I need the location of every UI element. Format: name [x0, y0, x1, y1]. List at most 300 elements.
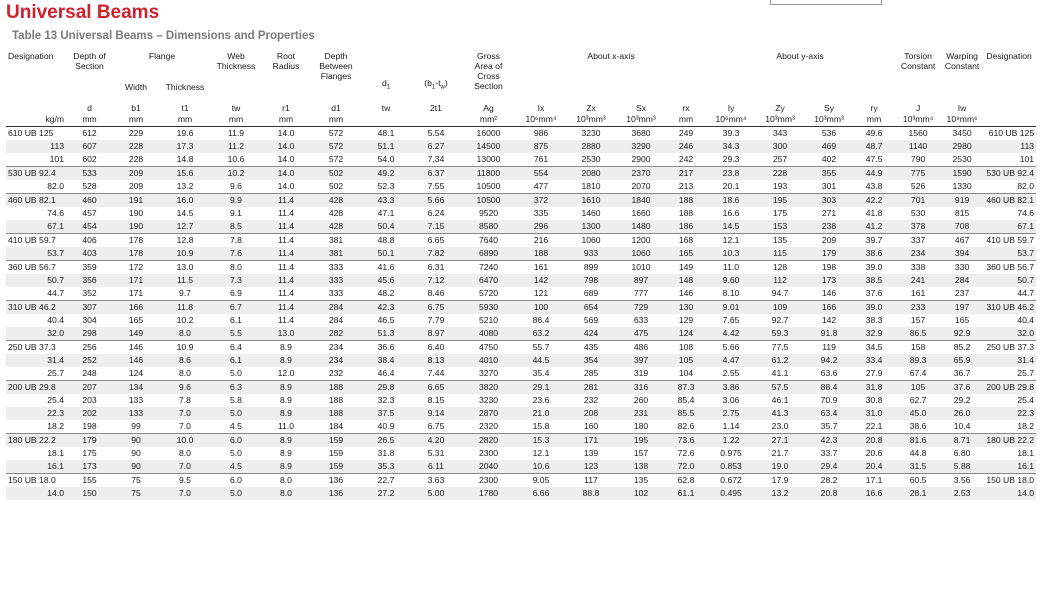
- value-cell: 42.3: [361, 301, 411, 315]
- header-torsion-constant: Torsion Constant: [900, 51, 936, 71]
- value-cell: 133: [128, 395, 144, 405]
- header-flange: Flange: [148, 51, 176, 61]
- value-cell: 6.24: [427, 208, 445, 218]
- value-cell: 12.1: [532, 448, 550, 458]
- designation-cell: 180 UB 22.2: [6, 434, 66, 448]
- value-cell: 2.53: [942, 487, 982, 500]
- value-cell: 8.0: [211, 261, 261, 275]
- value-cell: 2300: [478, 448, 499, 458]
- value-cell: 149: [666, 261, 706, 275]
- value-cell: 11.5: [159, 274, 211, 287]
- value-cell: 134: [113, 381, 159, 395]
- value-cell: 228: [756, 167, 804, 181]
- value-cell: 5930: [461, 301, 516, 315]
- symbol-cell: [982, 95, 1036, 113]
- value-cell: 61.1: [666, 487, 706, 500]
- value-cell: 15.3: [516, 434, 566, 448]
- table-row: [6, 354, 1036, 367]
- value-cell: 8.0: [261, 487, 311, 500]
- value-cell: 6.9: [230, 288, 242, 298]
- value-cell: 2.55: [722, 368, 740, 378]
- value-cell: 49.6: [865, 128, 883, 138]
- table-row: [6, 487, 1036, 500]
- value-cell: 29.3: [722, 154, 740, 164]
- value-cell: 533: [66, 167, 113, 181]
- value-cell: 13.0: [159, 261, 211, 275]
- value-cell: 8.71: [942, 434, 982, 448]
- value-cell: 16.6: [722, 208, 740, 218]
- value-cell: 228: [128, 154, 144, 164]
- value-cell: 467: [942, 234, 982, 248]
- value-cell: 271: [821, 208, 837, 218]
- value-cell: 6.0: [211, 474, 261, 488]
- value-cell: 2820: [461, 434, 516, 448]
- value-cell: 20.8: [804, 487, 854, 500]
- table-row: [6, 460, 1036, 474]
- value-cell: 20.4: [854, 460, 894, 474]
- value-cell: 7.0: [159, 407, 211, 420]
- value-cell: 87.3: [666, 381, 706, 395]
- value-cell: 139: [583, 448, 599, 458]
- designation-right-cell: 40.4: [1017, 315, 1035, 325]
- designation-cell: 44.7: [47, 288, 64, 298]
- symbol-cell: Ix: [537, 103, 545, 113]
- value-cell: 7.79: [427, 315, 445, 325]
- unit-cell: mm: [311, 113, 361, 127]
- value-cell: 572: [328, 154, 344, 164]
- value-cell: 8.0: [159, 327, 211, 341]
- value-cell: 14.0: [277, 181, 295, 191]
- designation-right-cell: 22.3: [982, 407, 1036, 420]
- value-cell: 37.6: [865, 288, 883, 298]
- value-cell: 7.8: [179, 395, 191, 405]
- value-cell: 9.6: [159, 381, 211, 395]
- table-row: [6, 180, 1036, 194]
- value-cell: 129: [678, 315, 694, 325]
- unit-cell: 10⁹mm⁶: [942, 113, 982, 127]
- designation-right-cell: 74.6: [1017, 208, 1035, 218]
- value-cell: 209: [804, 234, 854, 248]
- value-cell: 798: [566, 274, 616, 287]
- value-cell: 7.34: [427, 154, 445, 164]
- header-depth-of-section: Depth of Section: [73, 51, 106, 71]
- value-cell: 27.9: [865, 368, 883, 378]
- value-cell: 63.2: [516, 327, 566, 341]
- value-cell: 26.0: [942, 407, 982, 420]
- designation-right-cell: 200 UB 29.8: [982, 381, 1036, 395]
- value-cell: 37.5: [361, 407, 411, 420]
- value-cell: 8.13: [411, 354, 461, 367]
- header-b-t-ratio: $(b_1-t_w)$: [424, 78, 448, 91]
- designation-cell: 310 UB 46.2: [6, 301, 66, 315]
- value-cell: 112: [756, 274, 804, 287]
- value-cell: 1330: [952, 181, 972, 191]
- value-cell: 381: [311, 234, 361, 248]
- value-cell: 10.0: [159, 434, 211, 448]
- value-cell: 502: [328, 181, 344, 191]
- value-cell: 7.8: [211, 234, 261, 248]
- value-cell: 689: [583, 288, 599, 298]
- value-cell: 233: [894, 301, 942, 315]
- value-cell: 5.0: [211, 407, 261, 420]
- value-cell: 5.0: [211, 487, 261, 500]
- table-caption: Table 13 Universal Beams – Dimensions and Properties: [12, 30, 315, 42]
- value-cell: 1200: [616, 234, 666, 248]
- symbol-cell: Iy: [727, 103, 735, 113]
- value-cell: 188: [311, 407, 361, 420]
- value-cell: 36.6: [361, 341, 411, 355]
- value-cell: 62.7: [909, 395, 927, 405]
- value-cell: 282: [311, 327, 361, 341]
- value-cell: 216: [516, 234, 566, 248]
- value-cell: 6.1: [211, 354, 261, 367]
- value-cell: 30.8: [865, 395, 883, 405]
- value-cell: 256: [66, 341, 113, 355]
- designation-right-cell: 310 UB 46.2: [982, 301, 1036, 315]
- value-cell: 146: [113, 341, 159, 355]
- designation-cell: 31.4: [6, 354, 66, 367]
- value-cell: 4.42: [706, 327, 756, 341]
- value-cell: 94.7: [771, 288, 789, 298]
- value-cell: 88.8: [566, 487, 616, 500]
- table-row: [6, 167, 1036, 181]
- value-cell: 63.4: [804, 407, 854, 420]
- value-cell: 246: [666, 140, 706, 153]
- value-cell: 8.6: [159, 354, 211, 367]
- value-cell: 12.7: [159, 220, 211, 234]
- value-cell: 45.0: [894, 407, 942, 420]
- value-cell: 875: [516, 140, 566, 153]
- value-cell: 572: [311, 140, 361, 153]
- value-cell: 171: [566, 434, 616, 448]
- value-cell: 17.9: [756, 474, 804, 488]
- value-cell: 10.3: [706, 247, 756, 261]
- symbol-cell: tw: [231, 103, 241, 113]
- designation-cell: 14.0: [6, 487, 66, 500]
- value-cell: 335: [533, 208, 549, 218]
- value-cell: 13.2: [756, 487, 804, 500]
- value-cell: 1560: [908, 128, 928, 138]
- value-cell: 356: [66, 274, 113, 287]
- value-cell: 14.0: [277, 128, 295, 138]
- value-cell: 777: [633, 288, 649, 298]
- value-cell: 135: [616, 474, 666, 488]
- header-root-radius: Root Radius: [272, 51, 300, 71]
- designation-cell: 360 UB 56.7: [6, 261, 66, 275]
- value-cell: 1810: [581, 181, 601, 191]
- value-cell: 43.3: [361, 194, 411, 208]
- table-row: [6, 301, 1036, 315]
- value-cell: 41.6: [361, 261, 411, 275]
- value-cell: 188: [311, 381, 361, 395]
- value-cell: 175: [82, 448, 97, 458]
- value-cell: 157: [633, 448, 649, 458]
- designation-cell: 25.7: [47, 368, 64, 378]
- value-cell: 8.10: [722, 288, 740, 298]
- symbol-cell: tw: [381, 103, 391, 113]
- value-cell: 10.4: [953, 421, 971, 431]
- value-cell: 94.2: [804, 354, 854, 367]
- value-cell: 138: [616, 460, 666, 474]
- value-cell: 14.0: [261, 167, 311, 181]
- value-cell: 296: [516, 220, 566, 234]
- value-cell: 153: [756, 220, 804, 234]
- value-cell: 45.6: [361, 274, 411, 287]
- unit-cell: mm: [211, 113, 261, 127]
- value-cell: 4.20: [411, 434, 461, 448]
- value-cell: 86.5: [894, 327, 942, 341]
- value-cell: 173: [804, 274, 854, 287]
- value-cell: 159: [311, 460, 361, 474]
- designation-right-cell: 50.7: [982, 274, 1036, 287]
- value-cell: 72.0: [666, 460, 706, 474]
- value-cell: 372: [516, 194, 566, 208]
- value-cell: 31.5: [894, 460, 942, 474]
- value-cell: 9.9: [211, 194, 261, 208]
- value-cell: 729: [616, 301, 666, 315]
- scroll-tab-indicator: [770, 0, 882, 5]
- value-cell: 394: [942, 247, 982, 261]
- designation-right-cell: 460 UB 82.1: [982, 194, 1036, 208]
- value-cell: 229: [128, 128, 144, 138]
- value-cell: 6470: [461, 274, 516, 287]
- value-cell: 8.9: [261, 434, 311, 448]
- value-cell: 4.47: [706, 354, 756, 367]
- value-cell: 5.8: [230, 395, 242, 405]
- value-cell: 33.4: [854, 354, 894, 367]
- value-cell: 7240: [461, 261, 516, 275]
- value-cell: 4.5: [230, 421, 242, 431]
- value-cell: 701: [894, 194, 942, 208]
- table-row: [6, 394, 1036, 407]
- value-cell: 28.2: [804, 474, 854, 488]
- value-cell: 149: [113, 327, 159, 341]
- value-cell: 160: [583, 421, 599, 431]
- value-cell: 352: [82, 288, 97, 298]
- value-cell: 1300: [566, 220, 616, 234]
- value-cell: 319: [633, 368, 649, 378]
- value-cell: 6890: [461, 247, 516, 261]
- value-cell: 6.75: [427, 421, 445, 431]
- value-cell: 330: [942, 261, 982, 275]
- value-cell: 146: [678, 288, 694, 298]
- table-row: [6, 140, 1036, 153]
- value-cell: 3.56: [942, 474, 982, 488]
- value-cell: 165: [128, 315, 144, 325]
- value-cell: 457: [82, 208, 97, 218]
- unit-cell: mm: [261, 113, 311, 127]
- table-row: [6, 381, 1036, 395]
- value-cell: 70.9: [820, 395, 838, 405]
- value-cell: 0.975: [720, 448, 742, 458]
- value-cell: 2070: [631, 181, 651, 191]
- value-cell: 460: [66, 194, 113, 208]
- value-cell: 49.2: [361, 167, 411, 181]
- unit-cell: mm: [113, 113, 159, 127]
- designation-right-cell: 101: [1019, 154, 1035, 164]
- value-cell: 8.46: [427, 288, 445, 298]
- value-cell: 38.6: [854, 247, 894, 261]
- value-cell: 7.6: [211, 247, 261, 261]
- value-cell: 11.0: [277, 421, 295, 431]
- designation-right-cell: 31.4: [982, 354, 1036, 367]
- value-cell: 54.0: [377, 154, 395, 164]
- value-cell: 6.75: [411, 301, 461, 315]
- table-row: [6, 434, 1036, 448]
- value-cell: 7.65: [722, 315, 740, 325]
- table-row: [6, 341, 1036, 355]
- value-cell: 7.3: [211, 274, 261, 287]
- value-cell: 3270: [478, 368, 499, 378]
- designation-cell: 18.2: [47, 421, 64, 431]
- value-cell: 31.8: [854, 381, 894, 395]
- value-cell: 5.66: [411, 194, 461, 208]
- value-cell: 179: [804, 247, 854, 261]
- value-cell: 46.5: [377, 315, 395, 325]
- symbol-cell: Ag: [483, 103, 494, 113]
- value-cell: 148: [666, 274, 706, 287]
- table-row: [6, 153, 1036, 167]
- header-designation-right: Designation: [986, 51, 1032, 61]
- value-cell: 10.6: [516, 460, 566, 474]
- value-cell: 9.01: [706, 301, 756, 315]
- value-cell: 26.5: [361, 434, 411, 448]
- value-cell: 9.5: [159, 474, 211, 488]
- value-cell: 569: [583, 315, 599, 325]
- value-cell: 403: [66, 247, 113, 261]
- value-cell: 9.1: [230, 208, 242, 218]
- value-cell: 14.8: [176, 154, 194, 164]
- designation-cell: 32.0: [6, 327, 66, 341]
- symbol-row: [6, 95, 1036, 113]
- value-cell: 502: [311, 167, 361, 181]
- value-cell: 38.5: [854, 274, 894, 287]
- unit-cell: mm: [666, 113, 706, 127]
- value-cell: 193: [772, 181, 788, 191]
- designation-right-cell: 67.1: [982, 220, 1036, 234]
- value-cell: 237: [954, 288, 970, 298]
- value-cell: 197: [942, 301, 982, 315]
- value-cell: 2370: [616, 167, 666, 181]
- value-cell: 536: [821, 128, 837, 138]
- value-cell: 72.6: [677, 448, 695, 458]
- value-cell: 6.27: [411, 140, 461, 153]
- value-cell: 171: [128, 288, 144, 298]
- value-cell: 159: [328, 448, 344, 458]
- value-cell: 11.4: [261, 274, 311, 287]
- designation-right-cell: 530 UB 92.4: [982, 167, 1036, 181]
- designation-right-cell: 16.1: [982, 460, 1036, 474]
- value-cell: 424: [566, 327, 616, 341]
- value-cell: 10.6: [227, 154, 245, 164]
- value-cell: 17.3: [159, 140, 211, 153]
- value-cell: 32.3: [377, 395, 395, 405]
- unit-cell: mm: [854, 113, 894, 127]
- value-cell: 39.0: [854, 261, 894, 275]
- value-cell: 8.9: [261, 407, 311, 420]
- value-cell: 284: [311, 301, 361, 315]
- value-cell: 6.65: [411, 234, 461, 248]
- value-cell: 14.5: [706, 220, 756, 234]
- value-cell: 142: [516, 274, 566, 287]
- value-cell: 428: [311, 194, 361, 208]
- value-cell: 7.0: [179, 421, 191, 431]
- value-cell: 301: [821, 181, 837, 191]
- value-cell: 284: [942, 274, 982, 287]
- designation-right-cell: 53.7: [982, 247, 1036, 261]
- header-about-y-axis: About y-axis: [776, 51, 824, 61]
- value-cell: 402: [821, 154, 837, 164]
- value-cell: 217: [666, 167, 706, 181]
- value-cell: 173: [66, 460, 113, 474]
- value-cell: 207: [66, 381, 113, 395]
- value-cell: 7.12: [411, 274, 461, 287]
- designation-cell: 22.3: [6, 407, 66, 420]
- value-cell: 8.9: [261, 341, 311, 355]
- value-cell: 190: [128, 208, 144, 218]
- value-cell: 59.3: [756, 327, 804, 341]
- symbol-cell: [6, 95, 66, 113]
- value-cell: 150: [66, 487, 113, 500]
- value-cell: 27.2: [361, 487, 411, 500]
- value-cell: 316: [616, 381, 666, 395]
- value-cell: 88.4: [804, 381, 854, 395]
- value-cell: 897: [616, 274, 666, 287]
- value-cell: 2320: [478, 421, 499, 431]
- value-cell: 75: [113, 487, 159, 500]
- value-cell: 248: [82, 368, 97, 378]
- value-cell: 3230: [478, 395, 499, 405]
- value-cell: 51.1: [361, 140, 411, 153]
- value-cell: 9520: [478, 208, 499, 218]
- value-cell: 20.6: [865, 448, 883, 458]
- value-cell: 6.3: [211, 381, 261, 395]
- value-cell: 92.7: [771, 315, 789, 325]
- value-cell: 6.65: [411, 381, 461, 395]
- value-cell: 554: [516, 167, 566, 181]
- table-row: [6, 194, 1036, 208]
- value-cell: 4080: [461, 327, 516, 341]
- value-cell: 195: [616, 434, 666, 448]
- value-cell: 179: [66, 434, 113, 448]
- value-cell: 142: [821, 315, 837, 325]
- value-cell: 90: [113, 434, 159, 448]
- designation-cell: 50.7: [6, 274, 66, 287]
- unit-cell: mm: [66, 113, 113, 127]
- value-cell: 234: [311, 354, 361, 367]
- value-cell: 85.2: [942, 341, 982, 355]
- table-row: [6, 287, 1036, 301]
- value-cell: 11.4: [261, 234, 311, 248]
- value-cell: 5.5: [211, 327, 261, 341]
- value-cell: 146: [821, 288, 837, 298]
- table-row: [6, 261, 1036, 275]
- value-cell: 11.0: [706, 261, 756, 275]
- value-cell: 919: [942, 194, 982, 208]
- value-cell: 13000: [476, 154, 501, 164]
- unit-cell: 10³mm³: [804, 113, 854, 127]
- value-cell: 89.3: [894, 354, 942, 367]
- value-cell: 11800: [461, 167, 516, 181]
- value-cell: 65.9: [942, 354, 982, 367]
- value-cell: 2.75: [706, 407, 756, 420]
- table-row: [6, 274, 1036, 287]
- value-cell: 190: [113, 220, 159, 234]
- value-cell: 41.2: [854, 220, 894, 234]
- table-row: [6, 327, 1036, 341]
- value-cell: 109: [756, 301, 804, 315]
- value-cell: 165: [954, 315, 970, 325]
